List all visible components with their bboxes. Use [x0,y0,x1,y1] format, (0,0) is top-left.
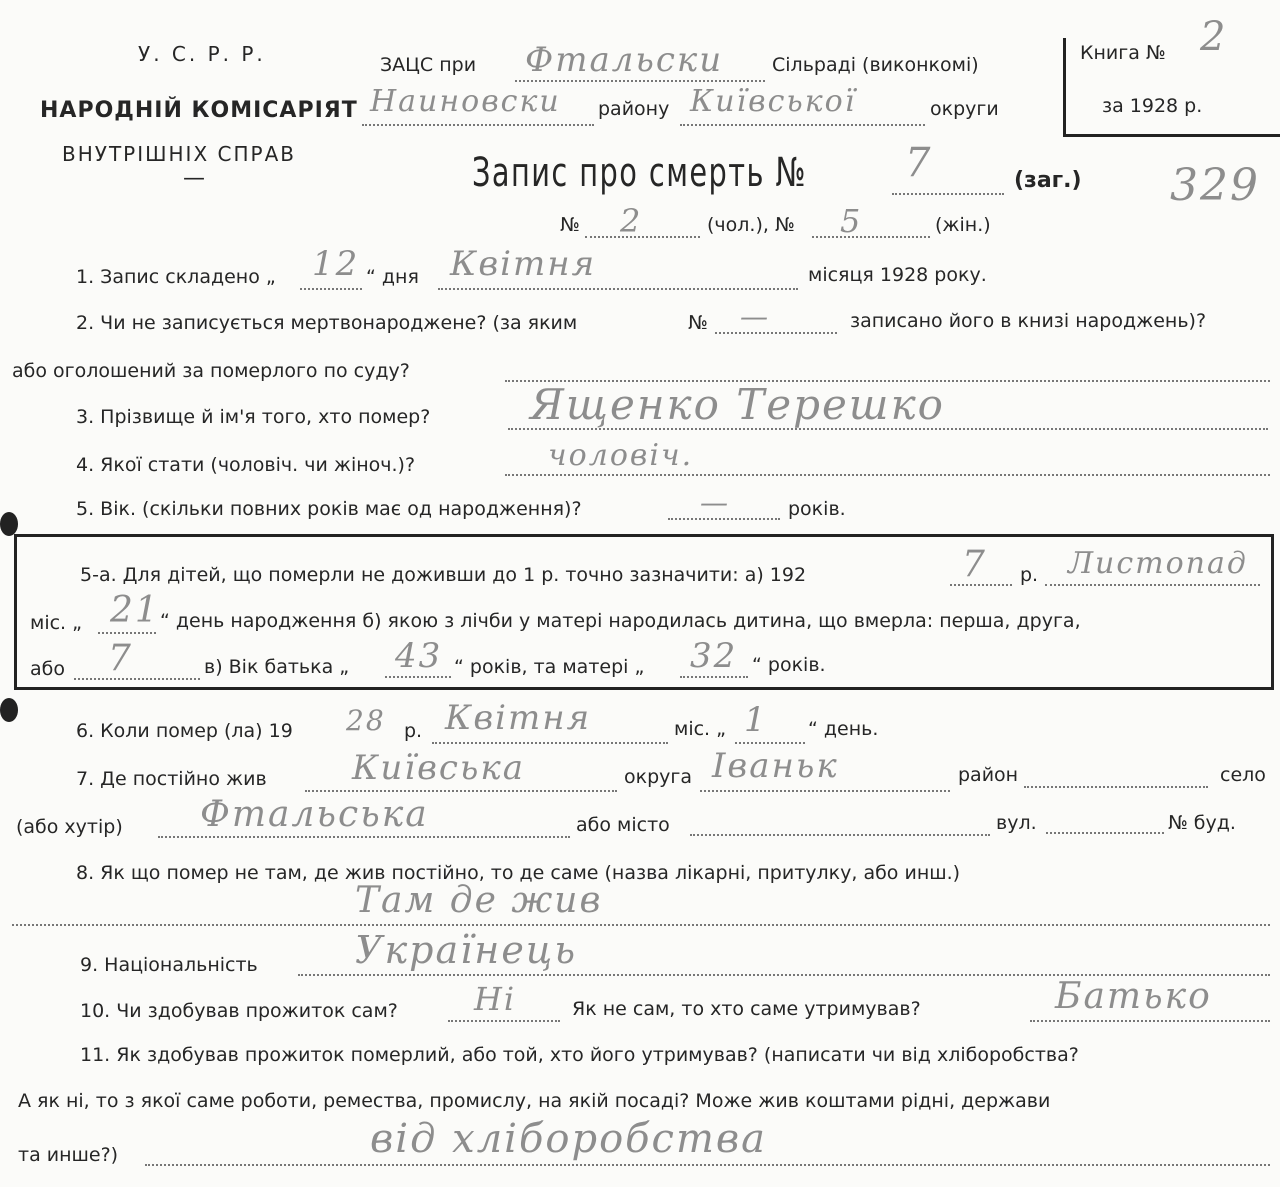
q9-answer-handwritten: Українець [355,928,578,972]
q2-line1: 2. Чи не записується мертвонароджене? (за яким [76,312,578,334]
q7-label: 7. Де постійно жив [76,768,267,790]
village-council-handwritten: Фтальски [525,40,724,80]
q7-khutir-label: (або хутір) [16,816,123,838]
q7-city-label: або місто [576,814,670,836]
book-year: за 1928 р. [1102,95,1203,117]
record-number-suffix: (заг.) [1014,168,1082,193]
q5a-order-line [74,678,200,680]
q5a-month-handwritten: Листопад [1068,546,1248,581]
q8-label: 8. Як що помер не там, де жив постійно, то де саме (назва лікарні, притулку, або инш.) [76,862,961,884]
q1-label: 1. Запис складено „ [76,266,276,288]
q5-answer-line [668,518,780,520]
q10-self-handwritten: Ні [474,980,517,1018]
q7-okrug-line [305,790,617,792]
q6-year-suffix: р. [404,720,423,742]
q7-okrug-handwritten: Київська [352,748,526,788]
q8-answer-handwritten: Там де жив [355,880,603,921]
q2-no-line [715,332,837,334]
q5-suffix: років. [788,498,846,520]
okrug-handwritten: Київської [690,84,857,119]
zags-suffix: Сільраді (виконкомі) [772,54,979,76]
district-line [362,124,594,126]
q7-village-handwritten: Фтальська [200,794,429,835]
q7-village-line [158,836,570,838]
q7-city-line [690,834,990,836]
q4-label: 4. Якої стати (чоловіч. чи жіноч.)? [76,454,416,476]
q2-no-handwritten: — [740,300,770,333]
book-number-handwritten: 2 [1200,14,1228,60]
q5a-year-line [950,584,1012,586]
q11-answer-line [145,1164,1270,1166]
male-number-handwritten: 2 [620,202,643,240]
q7-street-line [1046,832,1164,834]
q10-who-handwritten: Батько [1055,976,1212,1017]
header-dash: — [183,166,205,191]
q6-year-handwritten: 28 [346,704,386,737]
commissariat-subtitle: ВНУТРІШНІХ СПРАВ [62,142,296,166]
q5a-day-line [98,632,156,634]
male-no-label: № [560,214,580,236]
binder-hole-mark [0,698,18,722]
q3-answer-line [508,428,1268,430]
record-title-text: Запис про смерть № [472,150,807,196]
q2-no-label: № [688,312,708,334]
q2-line1-end: записано його в книзі народжень)? [850,310,1207,332]
district-label: району [598,98,670,120]
q5a-line2-prefix: міс. „ [30,612,82,634]
q6-day-line [735,742,805,744]
q6-month-handwritten: Квітня [445,698,592,738]
commissariat-title: НАРОДНІЙ КОМІСАРІЯТ [40,98,358,123]
q10-label: 10. Чи здобував прожиток сам? [80,1000,398,1022]
q3-label: 3. Прізвище й ім'я того, хто помер? [76,406,431,428]
q1-mid: “ дня [366,266,419,288]
q11-line2: А як ні, то з якої саме роботи, ремества, промислу, на якій посаді? Може жив коштами рідні, держави [18,1090,1051,1112]
q5a-father-age-handwritten: 43 [395,636,443,676]
q1-day-line [300,288,362,290]
q7-selo-line [1024,786,1208,788]
q5a-line3-mid: в) Вік батька „ [204,656,350,678]
q8-answer-line [12,924,1270,926]
female-number-line [812,236,930,238]
q5a-line3-mid2: “ років, та матері „ [454,656,645,678]
q6-month-line [432,742,668,744]
q5a-order-handwritten: 7 [108,638,133,679]
record-title [472,150,937,196]
q7-selo-label: село [1220,764,1266,786]
binder-hole-mark [0,512,18,536]
q10-self-line [448,1020,560,1022]
q7-okrug-label: округа [624,766,693,788]
zags-prefix: ЗАЦС при [380,54,477,76]
q11-line1: 11. Як здобував прожиток померлий, або той, хто його утримував? (написати чи від хліборобства? [80,1044,1079,1066]
q10-mid: Як не сам, то хто саме утримував? [572,998,921,1020]
q5-answer-handwritten: — [700,486,730,519]
q11-answer-handwritten: від хліборобства [370,1116,768,1162]
q6-month-suffix: міс. „ [674,718,726,740]
district-handwritten: Наиновски [370,84,561,119]
okrug-line [680,124,925,126]
q7-raion-line [700,790,950,792]
republic-label: У. С. Р. Р. [138,42,266,66]
q7-street-label: вул. [996,812,1037,834]
q4-answer-line [505,474,1270,476]
q6-day-handwritten: 1 [744,700,768,740]
q5a-day-handwritten: 21 [110,590,160,631]
q2-line2: або оголошений за померлого по суду? [12,360,410,382]
okrug-label: округи [930,98,999,120]
record-number-line [892,193,1004,195]
female-number-handwritten: 5 [840,202,863,240]
village-council-line [515,80,765,82]
q5a-mother-age-handwritten: 32 [690,636,738,676]
q5a-line1: 5-а. Для дітей, що померли не доживши до 1 р. точно зазначити: а) 192 [80,564,807,586]
q5a-line3-end: “ років. [752,654,826,676]
q5a-line2-rest: “ день народження б) якою з лічби у матері народилась дитина, що вмерла: перша, друга, [160,610,1081,632]
q1-day-handwritten: 12 [312,244,360,284]
q1-suffix: місяця 1928 року. [808,264,987,286]
q1-month-line [438,288,798,290]
q7-raion-label: район [958,764,1019,786]
q5a-month-line [1045,584,1260,586]
q5-label: 5. Вік. (скільки повних років має од народження)? [76,498,582,520]
q5a-year-suffix: р. [1020,564,1039,586]
male-number-line [585,236,700,238]
q5a-father-age-line [385,676,451,678]
q5a-mother-age-line [680,676,748,678]
q5a-year-handwritten: 7 [962,544,987,585]
q7-house-label: № буд. [1168,812,1236,834]
q3-answer-handwritten: Ященко Терешко [530,380,945,429]
q6-day-suffix: “ день. [808,718,879,740]
record-number-handwritten: 7 [905,140,933,186]
q4-answer-handwritten: чоловіч. [548,438,694,473]
q9-label: 9. Національність [80,954,258,976]
q7-raion-handwritten: Іваньк [712,746,839,786]
q11-line3: та инше?) [18,1144,119,1166]
q6-label: 6. Коли помер (ла) 19 [76,720,293,742]
side-number-handwritten: 329 [1170,160,1260,211]
q10-who-line [1030,1020,1270,1022]
female-suffix: (жін.) [935,214,991,236]
male-suffix: (чол.), № [707,214,795,236]
book-label: Книга № [1080,42,1166,64]
q1-month-handwritten: Квітня [450,244,597,284]
q5a-line3-prefix: або [30,658,65,680]
